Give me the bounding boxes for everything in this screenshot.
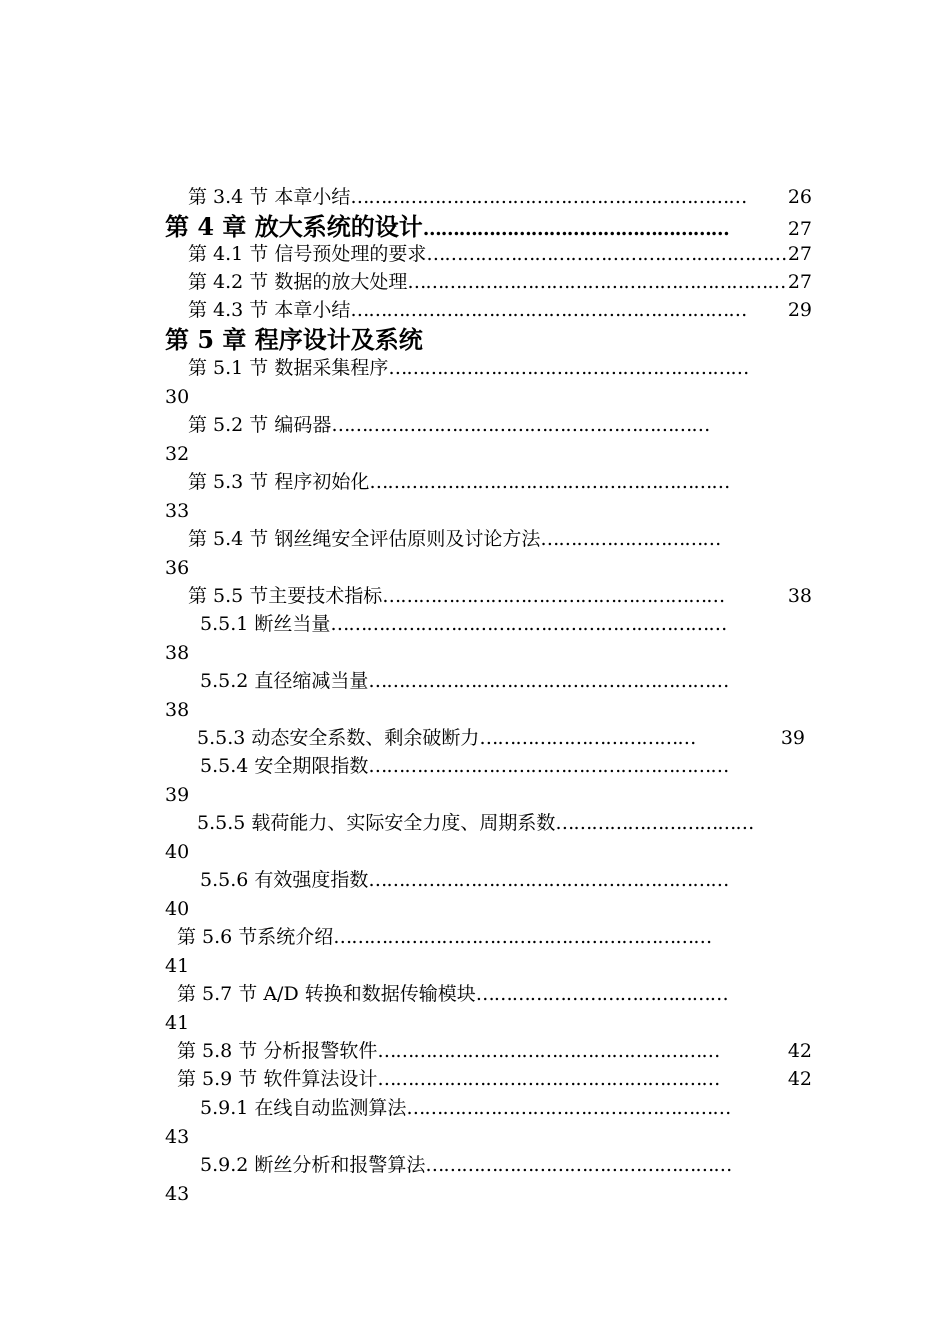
toc-section-entry — [197, 810, 812, 836]
toc-section-entry — [177, 1066, 812, 1092]
toc-entry-title: 5.5.6 有效强度指数 — [200, 869, 369, 891]
toc-page-number: 27 — [787, 243, 812, 265]
toc-entry-title: 第 5.5 节主要技术指标 — [188, 585, 383, 607]
toc-dot-leader: ………………………… — [540, 528, 721, 550]
toc-entry-title: 第 4.3 节 本章小结 — [188, 299, 351, 321]
toc-page-number: 27 — [787, 271, 812, 293]
toc-entry-title: 第 5.2 节 编码器 — [188, 414, 332, 436]
toc-dot-leader: ………………………………………………………… — [330, 613, 727, 635]
toc-section-entry — [188, 184, 812, 210]
toc-section-entry — [200, 611, 812, 637]
toc-page-number: 40 — [165, 841, 190, 863]
toc-dot-leader: …………………………………………… — [425, 1154, 732, 1176]
toc-page-number: 40 — [165, 898, 190, 920]
toc-dot-leader: ………………………………………………… — [382, 585, 725, 607]
toc-dot-leader: ……………………………………………………… — [331, 414, 710, 436]
toc-chapter-entry — [165, 212, 812, 242]
toc-dot-leader: ………………………………………………………… — [350, 299, 747, 321]
toc-page-number: 27 — [781, 218, 812, 240]
toc-dot-leader: …………………………………………………… — [426, 243, 787, 265]
toc-section-entry — [200, 668, 812, 694]
toc-page-number: 30 — [165, 386, 190, 408]
toc-section-entry — [188, 412, 812, 438]
toc-dot-leader: …………………………………………………… — [368, 755, 729, 777]
toc-section-entry — [200, 867, 812, 893]
toc-dot-leader: …………………………………… — [475, 983, 728, 1005]
toc-page-number: 41 — [165, 955, 190, 977]
toc-page-number: 43 — [165, 1126, 190, 1148]
toc-entry-title: 5.5.1 断丝当量 — [200, 613, 331, 635]
toc-section-entry — [188, 297, 812, 323]
toc-entry-title: 5.5.2 直径缩减当量 — [200, 670, 369, 692]
toc-entry-title: 第 5.8 节 分析报警软件 — [177, 1040, 378, 1062]
toc-page-number: 42 — [781, 1040, 812, 1062]
toc-entry-title: 5.5.4 安全期限指数 — [200, 755, 369, 777]
toc-entry-title: 第 5 章 程序设计及系统 — [165, 325, 423, 354]
toc-section-entry — [197, 725, 805, 751]
toc-section-entry — [200, 1152, 812, 1178]
toc-entry-title: 5.5.5 载荷能力、实际安全力度、周期系数 — [197, 812, 556, 834]
toc-dot-leader: ……………………………………………………… — [333, 926, 712, 948]
toc-section-entry — [188, 526, 812, 552]
toc-dot-leader: …………………………………………………… — [388, 357, 749, 379]
toc-dot-leader: ………………………………………………… — [377, 1068, 720, 1090]
toc-dot-leader: …………………………………………… — [422, 218, 729, 240]
toc-dot-leader: …………………………………………………… — [368, 869, 729, 891]
toc-entry-title: 第 5.3 节 程序初始化 — [188, 471, 370, 493]
toc-dot-leader: …………………………… — [555, 812, 754, 834]
toc-page-number: 26 — [787, 186, 812, 208]
toc-entry-title: 第 5.9 节 软件算法设计 — [177, 1068, 378, 1090]
toc-page-number: 42 — [781, 1068, 812, 1090]
toc-page-number: 38 — [165, 699, 190, 721]
toc-dot-leader: ……………………………… — [479, 727, 696, 749]
toc-entry-title: 第 5.7 节 A/D 转换和数据传输模块 — [177, 983, 476, 1005]
toc-page-number: 39 — [165, 784, 190, 806]
toc-entry-title: 5.9.1 在线自动监测算法 — [200, 1097, 407, 1119]
toc-dot-leader: …………………………………………………… — [368, 670, 729, 692]
toc-entry-title: 5.5.3 动态安全系数、剩余破断力 — [197, 727, 480, 749]
toc-entry-title: 第 3.4 节 本章小结 — [188, 186, 351, 208]
toc-page-number: 38 — [781, 585, 812, 607]
toc-page-number: 33 — [165, 500, 190, 522]
toc-section-entry — [200, 753, 812, 779]
toc-page-number: 41 — [165, 1012, 190, 1034]
toc-entry-title: 第 4.2 节 数据的放大处理 — [188, 271, 408, 293]
toc-page-number: 43 — [165, 1183, 190, 1205]
toc-entry-title: 第 5.1 节 数据采集程序 — [188, 357, 389, 379]
toc-entry-title: 第 5.6 节系统介绍 — [177, 926, 334, 948]
toc-page-number: 29 — [787, 299, 812, 321]
toc-page-number: 39 — [768, 727, 805, 749]
toc-chapter-entry — [165, 325, 812, 355]
toc-entry-title: 第 4 章 放大系统的设计 — [165, 212, 423, 241]
toc-section-entry — [177, 1038, 812, 1064]
toc-page-number: 38 — [165, 642, 190, 664]
toc-entry-title: 第 4.1 节 信号预处理的要求 — [188, 243, 427, 265]
toc-dot-leader: …………………………………………………… — [369, 471, 730, 493]
toc-dot-leader: ……………………………………………………… — [407, 271, 786, 293]
toc-dot-leader: ………………………………………………………… — [350, 186, 747, 208]
toc-entry-title: 第 5.4 节 钢丝绳安全评估原则及讨论方法 — [188, 528, 541, 550]
toc-section-entry — [188, 583, 812, 609]
toc-section-entry — [177, 981, 812, 1007]
toc-section-entry — [188, 269, 812, 295]
toc-dot-leader: ……………………………………………… — [406, 1097, 731, 1119]
toc-section-entry — [188, 241, 812, 267]
toc-dot-leader: ………………………………………………… — [377, 1040, 720, 1062]
toc-section-entry — [200, 1095, 812, 1121]
toc-entry-title: 5.9.2 断丝分析和报警算法 — [200, 1154, 426, 1176]
toc-section-entry — [188, 355, 812, 381]
toc-section-entry — [188, 469, 812, 495]
toc-page-number: 36 — [165, 557, 190, 579]
toc-page-number: 32 — [165, 443, 190, 465]
toc-section-entry — [177, 924, 812, 950]
